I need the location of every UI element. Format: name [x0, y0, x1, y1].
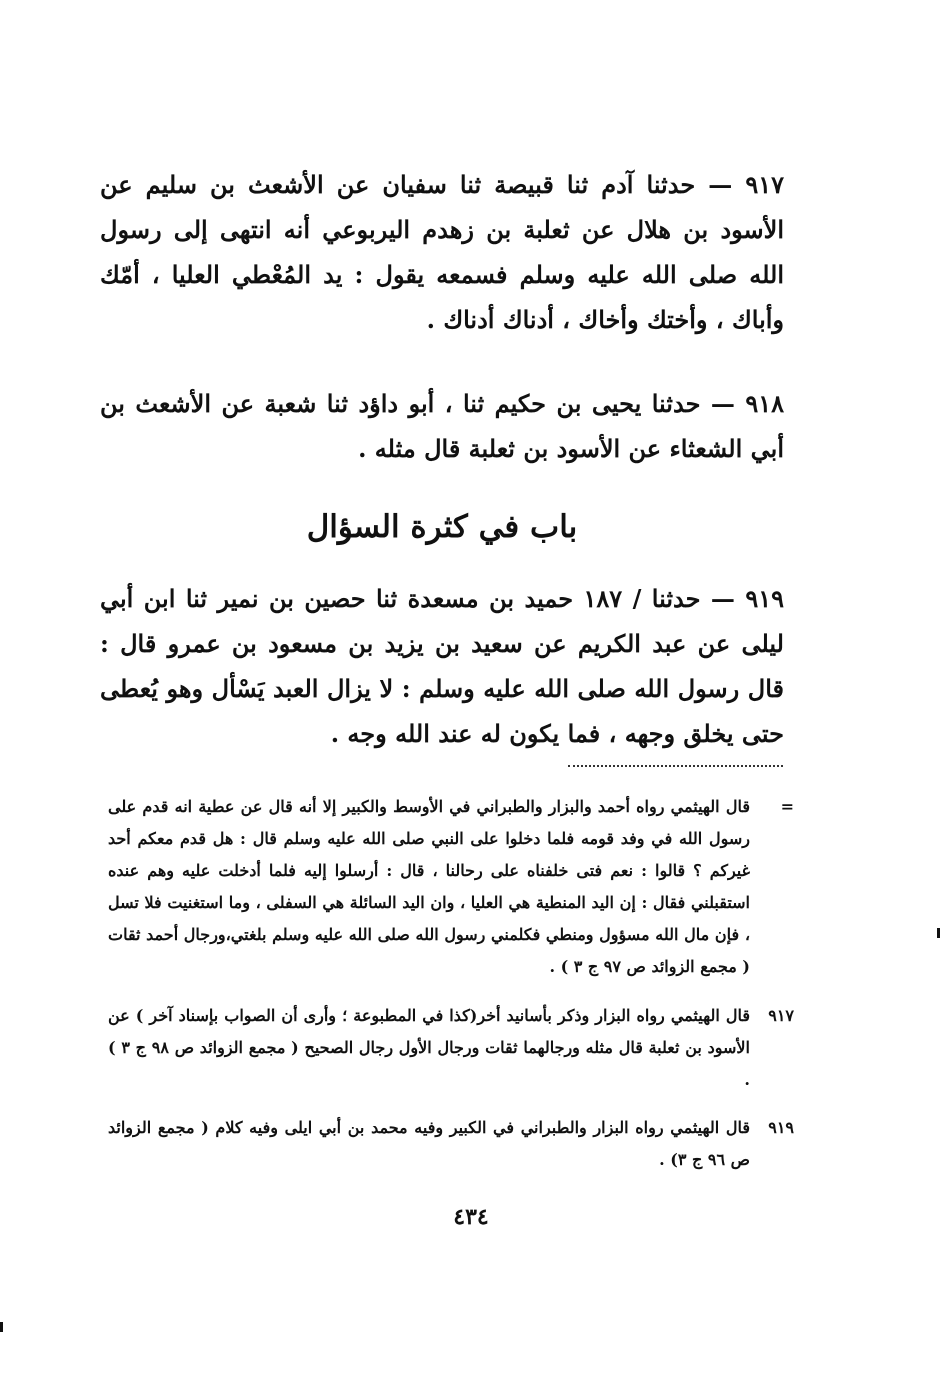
footnote-text: قال الهيثمي رواه البزار والطبراني في الكبير وفيه محمد بن أبي ايلى وفيه كلام ( مجمع الزوائد ص ٩٦ ج ٣) .: [108, 1118, 750, 1169]
footnote-919: [108, 1112, 794, 1176]
footnote-separator: [568, 765, 783, 767]
footnote-917: [108, 1000, 794, 1096]
footnote-continuation: [108, 791, 794, 983]
page-number: ٤٣٤: [453, 1204, 489, 1230]
hadith-919: ٩١٩ — حدثنا / ١٨٧ حميد بن مسعدة ثنا حصين بن نمير ثنا ابن أبي ليلى عن عبد الكريم عن سعيد بن يزيد بن مسعود بن عمرو قال : قال رسول الله صلى الله عليه وسلم : لا يزال العبد يَسْأل وهو يُعطى حتى يخلق وجهه ، فما يكون له عند الله وجه .: [100, 584, 785, 748]
footnote-text: قال الهيثمي رواه أحمد والبزار والطبراني في الأوسط والكبير إلا أنه قال عن عطية انه قدم على رسول الله في وفد قومه فلما دخلوا على النبي صلى الله عليه وسلم قال : هل قدم معكم أحد غيركم ؟ قالوا : نعم فتى خلفناه على رحالنا ، قال : أرسلوا إليه فلما أدخلت عليه وهم عنده استقبلني فقال : إن اليد المنطية هي العليا ، وان اليد السائلة هي السفلى ، وما استغنيت فلا تسل ، فإن مال الله مسؤول ومنطي فكلمني رسول الله صلى الله عليه وسلم بلغتي،ورجال أحمد ثقات ( مجمع الزوائد ص ٩٧ ج ٣ ) .: [108, 797, 751, 976]
footnote-marker: ٩١٧: [768, 1006, 794, 1025]
footnote-marker: ٩١٩: [768, 1118, 794, 1137]
scan-mark: [0, 1322, 3, 1332]
hadith-918: ٩١٨ — حدثنا يحيى بن حكيم ثنا ، أبو داؤد ثنا شعبة عن الأشعث بن أبي الشعثاء عن الأسود بن ثعلبة قال مثله .: [100, 389, 784, 463]
footnote-text: قال الهيثمي رواه البزار وذكر بأسانيد أخر(كذا في المطبوعة ؛ وأرى أن الصواب بإسناد آخر ) عن الأسود بن ثعلبة قال مثله ورجالهما ثقات ورجال الأول رجال الصحيح ( مجمع الزوائد ص ٩٨ ج ٣ ) .: [108, 1006, 750, 1089]
hadith-917: ٩١٧ — حدثنا آدم ثنا قبيصة ثنا سفيان عن الأشعث بن سليم عن الأسود بن هلال عن ثعلبة بن زهدم اليربوعي أنه انتهى إلى رسول الله صلى الله عليه وسلم فسمعه يقول : يد المُعْطي العليا ، أمّك وأباك ، وأختك وأخاك ، أدناك أدناك .: [100, 170, 784, 334]
chapter-title: باب في كثرة السؤال: [306, 509, 578, 545]
scan-mark: [937, 928, 940, 938]
footnote-marker: =: [780, 797, 794, 816]
